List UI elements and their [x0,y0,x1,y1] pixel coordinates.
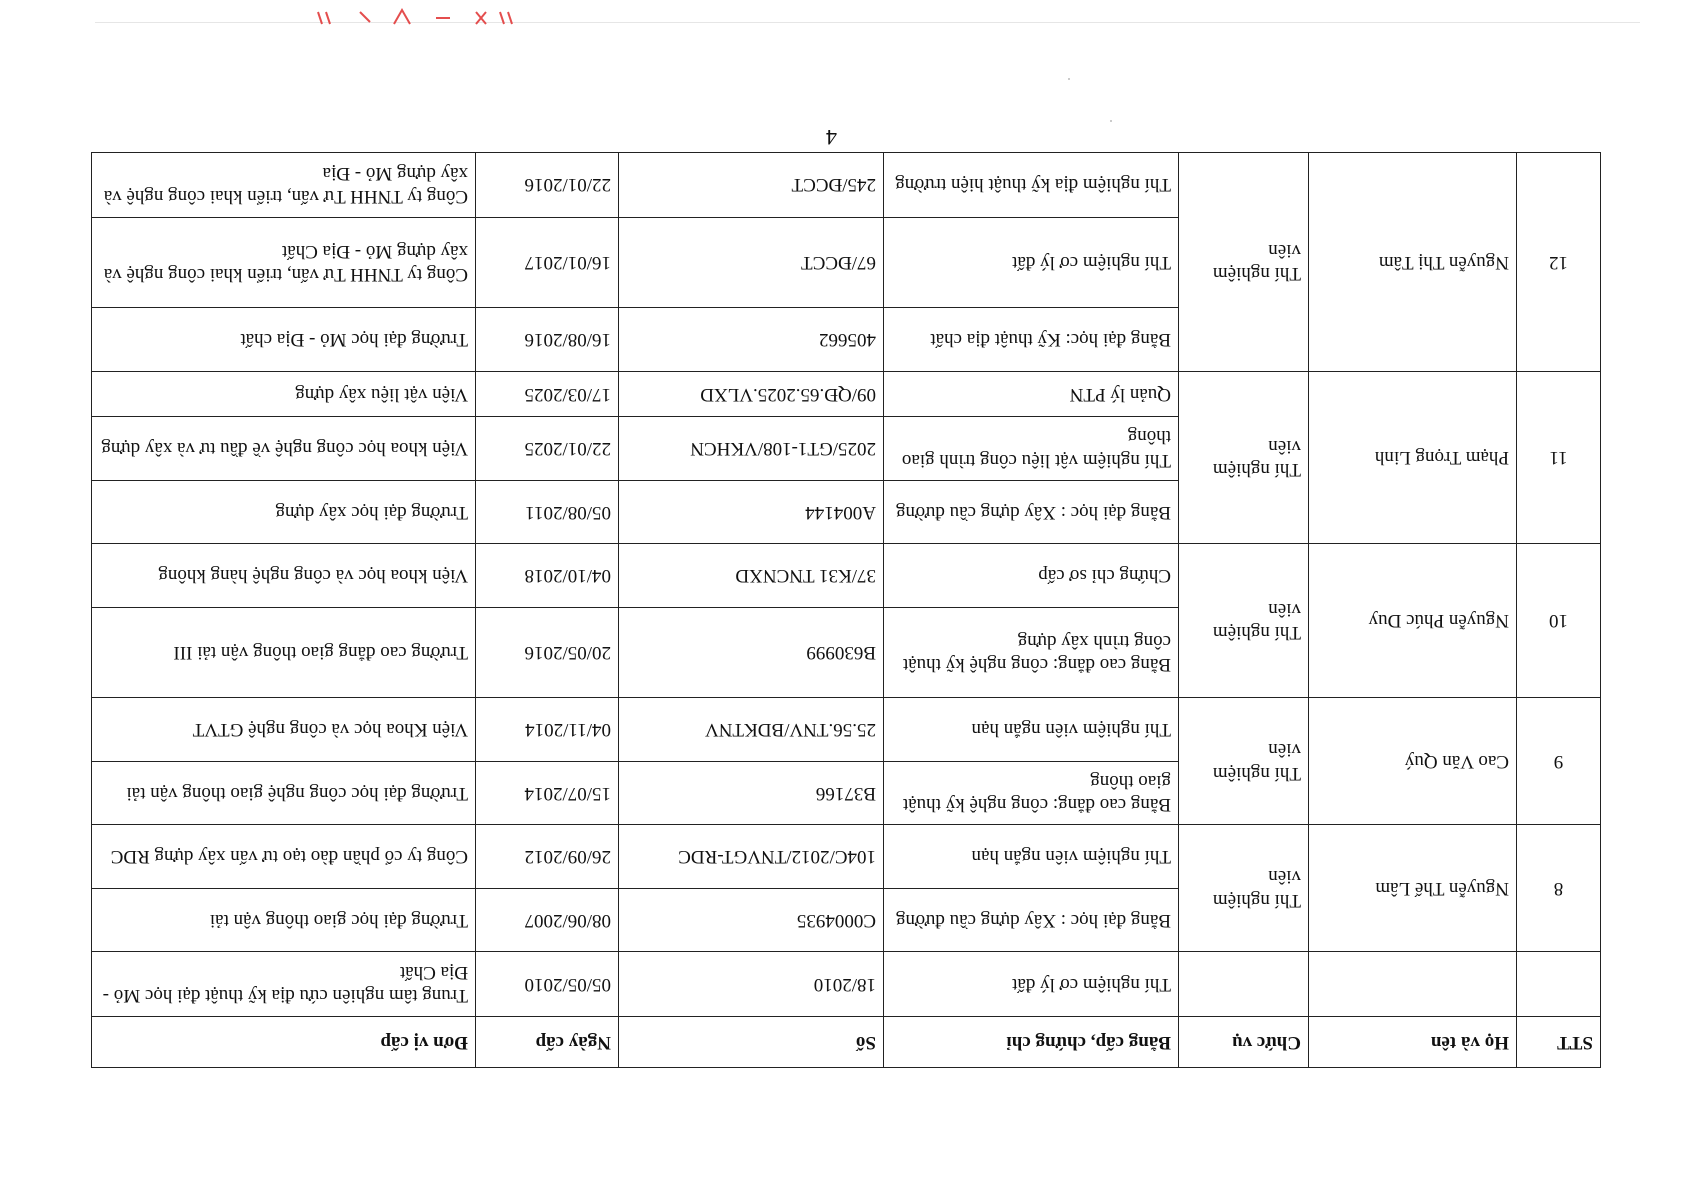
number-cell: 2025/GT1-108/VKHCN [619,417,884,481]
number-cell: B630999 [619,607,884,698]
position-cell: Thí nghiệm viên [1179,153,1309,372]
number-cell: C0004935 [619,888,884,952]
degree-cell: Thí nghiệm viên ngắn hạn [884,825,1179,889]
degree-cell: Thí nghiệm viên ngắn hạn [884,698,1179,762]
number-cell: 18/2010 [619,952,884,1017]
table-row [92,952,1601,1017]
issuer-cell: Trường đại học công nghệ giao thông vận tải [92,761,476,825]
stt-cell: 10 [1517,544,1601,698]
page-number: 4 [826,125,837,150]
number-cell: 67/ĐCCT [619,217,884,308]
issuer-cell: Viện Khoa học và công nghệ GTVT [92,698,476,762]
table-row [92,480,1601,544]
header-degree: Bằng cấp, chứng chỉ [884,1017,1179,1068]
date-cell: 08/06/2007 [476,888,619,952]
stt-cell: 11 [1517,371,1601,543]
date-cell: 20/05/2016 [476,607,619,698]
name-cell: Cao Văn Quý [1309,698,1517,825]
date-cell: 05/08/2011 [476,480,619,544]
name-cell: Nguyễn Thị Tâm [1309,153,1517,372]
name-cell [1309,952,1517,1017]
issuer-cell: Trung tâm nghiên cứu địa kỹ thuật đại học Mỏ - Địa Chất [92,952,476,1017]
stt-cell: 9 [1517,698,1601,825]
red-stamp-fragment [300,4,520,30]
date-cell: 16/01/2017 [476,217,619,308]
header-number: Số [619,1017,884,1068]
position-cell: Thí nghiệm viên [1179,698,1309,825]
issuer-cell: Công ty TNHH Tư vấn, triển khai công nghệ và xây dựng Mỏ - Địa [92,153,476,218]
date-cell: 04/10/2018 [476,544,619,608]
issuer-cell: Trường cao đẳng giao thông vận tải III [92,607,476,698]
table-row [92,761,1601,825]
table-row [92,607,1601,698]
name-cell: Nguyễn Thế Lâm [1309,825,1517,952]
date-cell: 22/01/2016 [476,153,619,218]
degree-cell: Bằng đại học : Xây dựng cầu đường [884,480,1179,544]
degree-cell: Bằng cao đẳng: công nghệ kỹ thuật công trình xây dựng [884,607,1179,698]
degree-cell: Bằng đại học: Kỹ thuật địa chất [884,308,1179,372]
header-date: Ngày cấp [476,1017,619,1068]
issuer-cell: Công ty TNHH Tư vấn, triển khai công nghệ và xây dựng Mỏ - Địa Chất [92,217,476,308]
header-name: Họ và tên [1309,1017,1517,1068]
number-cell: 104C/2012/TNVGT-RDC [619,825,884,889]
issuer-cell: Trường đại học giao thông vận tải [92,888,476,952]
position-cell: Thí nghiệm viên [1179,544,1309,698]
issuer-cell: Trường đại học Mỏ - Địa chất [92,308,476,372]
number-cell: 245/ĐCCT [619,153,884,218]
date-cell: 05/05/2010 [476,952,619,1017]
table-header-row [92,1017,1601,1068]
degree-cell: Thí nghiệm vật liệu công trình giao thông [884,417,1179,481]
date-cell: 04/11/2014 [476,698,619,762]
position-cell: Thí nghiệm viên [1179,825,1309,952]
date-cell: 22/01/2025 [476,417,619,481]
stt-cell [1517,952,1601,1017]
position-cell: Thí nghiệm viên [1179,371,1309,543]
degree-cell: Thí nghiệm cơ lý đất [884,952,1179,1017]
stt-cell: 8 [1517,825,1601,952]
number-cell: 37/K31 TNCNXD [619,544,884,608]
date-cell: 15/07/2014 [476,761,619,825]
name-cell: Nguyễn Phúc Duy [1309,544,1517,698]
name-cell: Phạm Trọng Linh [1309,371,1517,543]
number-cell: 25.56.TNV/BDKTNV [619,698,884,762]
scan-speck [1068,78,1070,80]
issuer-cell: Trường đại học xây dựng [92,480,476,544]
issuer-cell: Viện vật liệu xây dựng [92,371,476,416]
issuer-cell: Công ty cổ phần đào tạo tư vấn xây dựng RDC [92,825,476,889]
number-cell: B37166 [619,761,884,825]
scan-speck [1110,120,1112,122]
degree-cell: Bằng cao đẳng: công nghệ kỹ thuật giao thông [884,761,1179,825]
table-row [92,308,1601,372]
issuer-cell: Viện khoa học công nghệ về đầu tư và xây dựng [92,417,476,481]
position-cell [1179,952,1309,1017]
degree-cell: Chứng chỉ sơ cấp [884,544,1179,608]
certificate-table [91,152,1601,1068]
issuer-cell: Viện khoa học và công nghệ hàng không [92,544,476,608]
degree-cell: Thí nghiệm địa kỹ thuật hiện trường [884,153,1179,218]
stt-cell: 12 [1517,153,1601,372]
degree-cell: Thí nghiệm cơ lý đất [884,217,1179,308]
table-row [92,888,1601,952]
header-stt: STT [1517,1017,1601,1068]
degree-cell: Quản lý PTN [884,371,1179,416]
date-cell: 26/09/2012 [476,825,619,889]
number-cell: 09/QĐ.65.2025.VLXD [619,371,884,416]
header-position: Chức vụ [1179,1017,1309,1068]
degree-cell: Bằng đại học : Xây dựng cầu đường [884,888,1179,952]
number-cell: A004144 [619,480,884,544]
number-cell: 405662 [619,308,884,372]
header-issuer: Đơn vị cấp [92,1017,476,1068]
date-cell: 17/03/2025 [476,371,619,416]
date-cell: 16/08/2016 [476,308,619,372]
